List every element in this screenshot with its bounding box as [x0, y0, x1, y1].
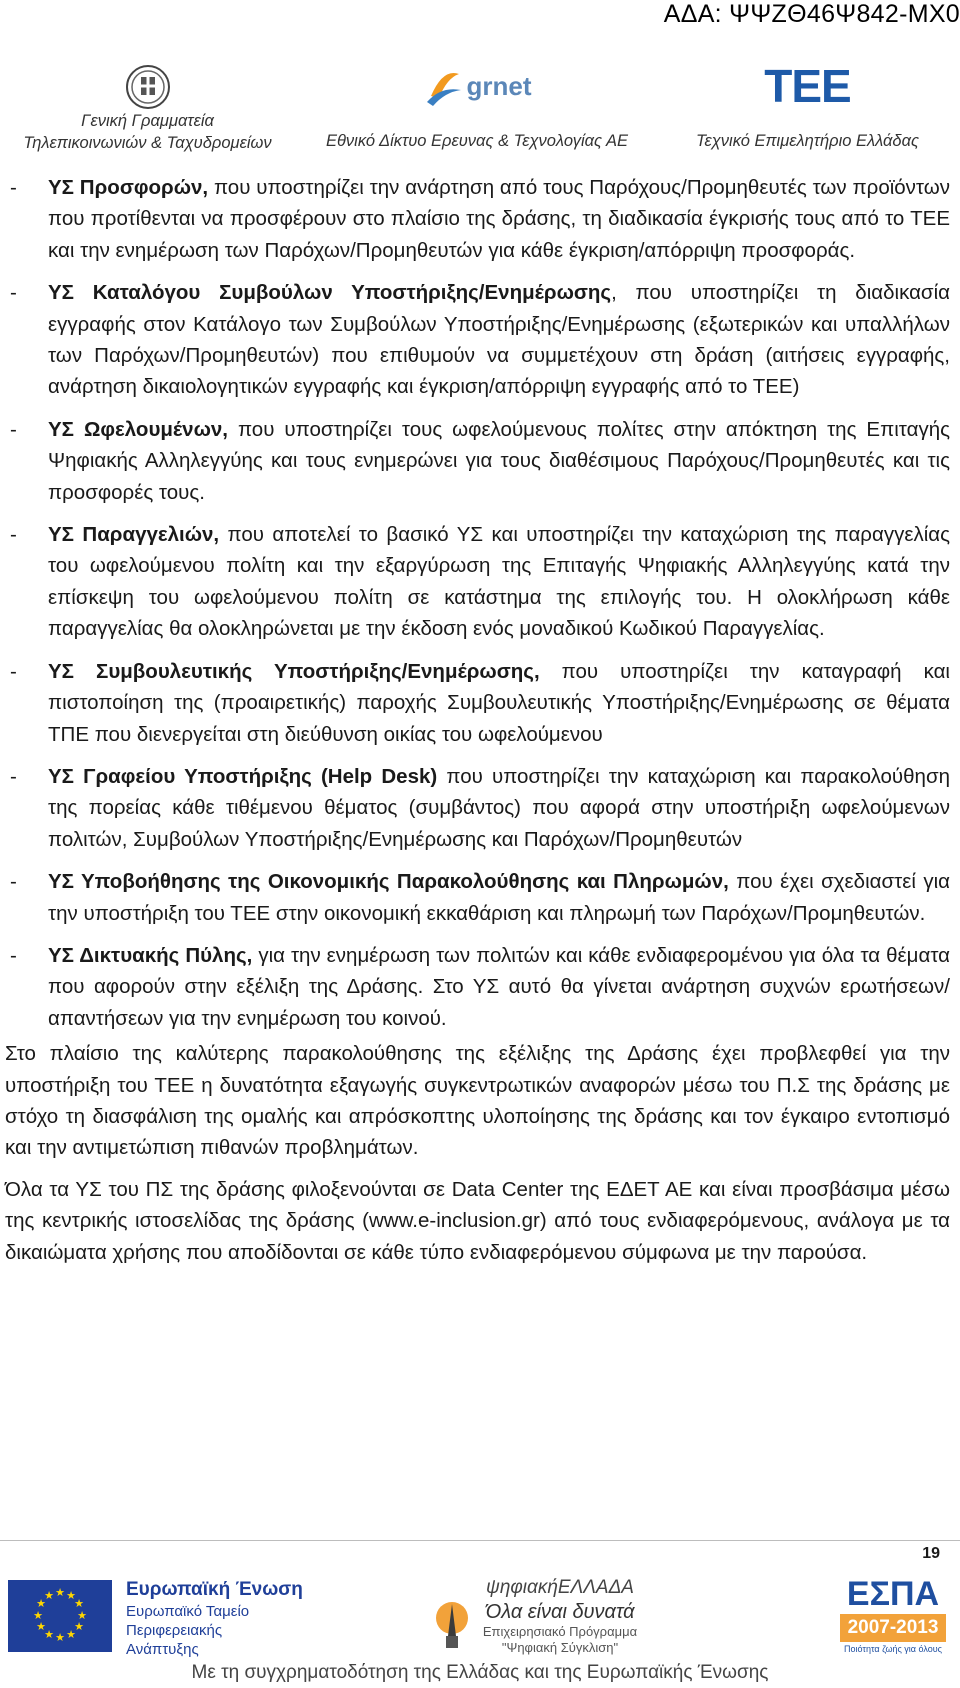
grnet-logo	[312, 52, 642, 110]
gsta-block	[10, 52, 285, 154]
eu-fund-line3: Ανάπτυξης	[126, 1641, 199, 1658]
item-title: ΥΣ Συμβουλευτικής Υποστήριξης/Ενημέρωσης,	[48, 659, 540, 683]
eu-fund-line2: Περιφερειακής	[126, 1622, 223, 1639]
dig-program-line2: "Ψηφιακή Σύγκλιση"	[501, 1640, 619, 1655]
svg-text:★: ★	[36, 1620, 46, 1633]
list-item: - ΥΣ Παραγγελιών, που αποτελεί το βασικό ΥΣ και υποστηρίζει την καταχώριση της παραγγελίας του ωφελούμενου πολίτη και την εξαργύρωση της Επιταγής Ψηφιακής Αλληλεγγύης κατά την επίσκεψη του ωφελούμενου πολίτη σε κατάστημα της επιλογής του. Η ολοκλήρωση κάθε παραγγελίας θα ολοκληρώνεται με την έκδοση ενός μοναδικού Κωδικού Παραγγελίας.	[10, 523, 950, 641]
item-text: που υποστηρίζει την καταχώριση και παρακολούθηση της πορείας κάθε τιθέμενου θέματος (συμβάντος) που αφορά στην υποστήριξη ωφελούμενων πολιτών, Συμβούλων Υποστήριξης/Ενημέρωσης και Παρόχων/Προμηθευτών	[48, 764, 950, 851]
list-item: - ΥΣ Γραφείου Υποστήριξης (Help Desk) που υποστηρίζει την καταχώριση και παρακολούθηση της πορείας κάθε τιθέμενου θέματος (συμβάντος) που αφορά στην υποστήριξη ωφελούμενων πολιτών, Συμβούλων Υποστήριξης/Ενημέρωσης και Παρόχων/Προμηθευτών	[10, 764, 950, 851]
svg-text:★: ★	[74, 1597, 84, 1610]
list-item: - ΥΣ Δικτυακής Πύλης, για την ενημέρωση των πολιτών και κάθε ενδιαφερομένου για όλα τα θέματα που αφορούν στην εξέλιξη της Δράσης. Στο ΥΣ αυτό θα γίνεται ανάρτηση συχνών ερωτήσεων/απαντήσεων για την ενημέρωση του κοινού.	[10, 943, 950, 1030]
tee-block	[670, 52, 945, 152]
item-title: ΥΣ Παραγγελιών,	[48, 523, 220, 547]
svg-text:★: ★	[55, 1586, 65, 1599]
tee-caption: Τεχνικό Επιμελητήριο Ελλάδας	[695, 132, 920, 150]
svg-text:★: ★	[77, 1609, 87, 1622]
item-text: που υποστηρίζει την καταγραφή και πιστοποίηση της (προαιρετικής) παροχής Συμβουλευτικής Υποστήριξης/Ενημέρωσης σε θέματα ΤΠΕ που διενεργείται στη διεύθυνση οικίας του ωφελούμενου	[48, 659, 950, 746]
footer-divider	[0, 1540, 960, 1541]
item-title: ΥΣ Γραφείου Υποστήριξης (Help Desk)	[48, 764, 438, 788]
espa-slogan: Ποιότητα ζωής για όλους	[844, 1644, 942, 1654]
list-item: - ΥΣ Προσφορών, που υποστηρίζει την ανάρτηση από τους Παρόχους/Προμηθευτές των προϊόντων που προτίθενται να προσφέρουν στο πλαίσιο της δράσης, τη διαδικασία έγκρισής τους από το ΤΕΕ και την ενημέρωση των Παρόχων/Προμηθευτών για κάθε έγκριση/απόρριψη προσφοράς.	[10, 176, 950, 262]
item-title: ΥΣ Καταλόγου Συμβούλων Υποστήριξης/Ενημέρωσης	[48, 281, 612, 305]
item-title: ΥΣ Δικτυακής Πύλης,	[48, 943, 253, 967]
grnet-logo-text: grnet	[466, 71, 532, 101]
funding-footer	[0, 1572, 960, 1688]
body-paragraph: Όλα τα ΥΣ του ΠΣ της δράσης φιλοξενούνται σε Data Center της ΕΔΕΤ ΑΕ και είναι προσβάσιμα μέσω της κεντρικής ιστοσελίδας της δράσης (www.e-inclusion.gr) από τους ενδιαφερόμενους, ανάλογα με τα δικαιώματα χρήσης που αποδίδονται σε κάθε τύπο ενδιαφερόμενου σύμφωνα με την παρούσα.	[5, 1177, 950, 1264]
cofunding-text: Με τη συγχρηματοδότηση της Ελλάδας και της Ευρωπαϊκής Ένωσης	[191, 1662, 769, 1683]
item-text: , που υποστηρίζει τη διαδικασία εγγραφής στον Κατάλογο των Συμβούλων Υποστήριξης/Ενημέρωσης (εξωτερικών και υπαλλήλων των Παρόχων/Προμηθευτών) που επιθυμούν να συμμετέχουν στη δράση (αιτήσεις εγγραφής, ανάρτηση δικαιολογητικών εγγραφής και έγκριση/απόρριψη εγγραφής από το ΤΕΕ)	[48, 281, 950, 399]
svg-text:★: ★	[74, 1620, 84, 1633]
item-text: για την ενημέρωση των πολιτών και κάθε ενδιαφερομένου για όλα τα θέματα που αφορούν στην εξέλιξη της Δράσης. Στο ΥΣ αυτό θα γίνεται ανάρτηση συχνών ερωτήσεων/απαντήσεων για την ενημέρωση του κοινού.	[48, 943, 950, 1030]
digital-greece-figure-icon	[430, 1596, 474, 1652]
list-item: - ΥΣ Συμβουλευτικής Υποστήριξης/Ενημέρωσης, που υποστηρίζει την καταγραφή και πιστοποίηση της (προαιρετικής) παροχής Συμβουλευτικής Υποστήριξης/Ενημέρωσης σε θέματα ΤΠΕ που διενεργείται στη διεύθυνση οικίας του ωφελούμενου	[10, 659, 950, 746]
dig-title: ψηφιακήΕΛΛΑΔΑ	[486, 1577, 634, 1598]
svg-text:★: ★	[36, 1597, 46, 1610]
espa-logo	[832, 1576, 954, 1662]
item-text: που υποστηρίζει την ανάρτηση από τους Παρόχους/Προμηθευτές των προϊόντων που προτίθενται να προσφέρουν στο πλαίσιο της δράσης, τη διαδικασία έγκρισής τους από το ΤΕΕ και την ενημέρωση των Παρόχων/Προμηθευτών για κάθε έγκριση/απόρριψη προσφοράς.	[48, 176, 950, 262]
list-item: - ΥΣ Ωφελουμένων, που υποστηρίζει τους ωφελούμενους πολίτες στην απόκτηση της Επιταγής Ψηφιακής Αλληλεγγύης και τους ενημερώνει για τους διαθέσιμους Παρόχους/Προμηθευτές και τις προσφορές τους.	[10, 417, 950, 504]
espa-years: 2007-2013	[840, 1614, 946, 1642]
eu-erdf-text	[126, 1578, 303, 1659]
gsta-line1: Γενική Γραμματεία	[81, 112, 214, 130]
item-title: ΥΣ Υποβοήθησης της Οικονομικής Παρακολούθησης και Πληρωμών,	[48, 870, 729, 894]
item-text: που αποτελεί το βασικό ΥΣ και υποστηρίζει την καταχώριση της παραγγελίας του ωφελούμενου πολίτη και την εξαργύρωση της Επιταγής Ψηφιακής Αλληλεγγύης κατά την επίσκεψη του ωφελούμενου πολίτη σε κατάστημα της επιλογής του. Η ολοκλήρωση κάθε παραγγελίας θα ολοκληρώνεται με την έκδοση ενός μοναδικού Κωδικού Παραγγελίας.	[48, 523, 950, 641]
espa-title: ΕΣΠΑ	[846, 1575, 940, 1613]
svg-text:★: ★	[55, 1631, 65, 1644]
list-item: - ΥΣ Υποβοήθησης της Οικονομικής Παρακολούθησης και Πληρωμών, που έχει σχεδιαστεί για την υποστήριξη του ΤΕΕ στην οικονομική εκκαθάριση και πληρωμή των Παρόχων/Προμηθευτών.	[10, 870, 950, 925]
tee-logo-text: ΤΕΕ	[764, 60, 851, 112]
item-title: ΥΣ Ωφελουμένων,	[48, 417, 228, 441]
svg-text:★: ★	[44, 1628, 54, 1641]
gsta-line2: Τηλεπικοινωνιών & Ταχυδρομείων	[23, 134, 272, 152]
body-paragraph: Στο πλαίσιο της καλύτερης παρακολούθησης της εξέλιξης της Δράσης έχει προβλεφθεί για την υποστήριξη του ΤΕΕ η δυνατότητα εξαγωγής συγκεντρωτικών αναφορών μέσω του Π.Σ της δράσης με στόχο τη διασφάλιση της ομαλής και απρόσκοπτης υλοποίησης της δράσης και τον έγκαιρο εντοπισμό και την αντιμετώπιση πιθανών προβλημάτων.	[5, 1042, 950, 1160]
item-text: που έχει σχεδιαστεί για την υποστήριξη του ΤΕΕ στην οικονομική εκκαθάριση και πληρωμή των Παρόχων/Προμηθευτών.	[48, 870, 950, 925]
greek-emblem-logo	[10, 52, 285, 110]
eu-flag-icon	[8, 1580, 112, 1652]
grnet-block	[312, 52, 642, 152]
svg-text:★: ★	[44, 1589, 54, 1602]
item-title: ΥΣ Προσφορών,	[48, 176, 209, 199]
document-body	[0, 172, 960, 1268]
page-number: 19	[922, 1545, 940, 1562]
tee-logo	[670, 52, 945, 110]
list-item: - ΥΣ Καταλόγου Συμβούλων Υποστήριξης/Ενημέρωσης, που υποστηρίζει τη διαδικασία εγγραφής στον Κατάλογο των Συμβούλων Υποστήριξης/Ενημέρωσης (εξωτερικών και υπαλλήλων των Παρόχων/Προμηθευτών) που επιθυμούν να συμμετέχουν στη δράση (αιτήσεις εγγραφής, ανάρτηση δικαιολογητικών εγγραφής και έγκριση/απόρριψη εγγραφής από το ΤΕΕ)	[10, 281, 950, 399]
svg-text:★: ★	[33, 1609, 43, 1622]
dig-slogan: Όλα είναι δυνατά	[485, 1601, 635, 1623]
svg-text:★: ★	[66, 1628, 76, 1641]
digital-greece-logo	[430, 1576, 690, 1656]
dig-program-line1: Επιχειρησιακό Πρόγραμμα	[482, 1624, 638, 1639]
item-text: που υποστηρίζει τους ωφελούμενους πολίτες στην απόκτηση της Επιταγής Ψηφιακής Αλληλεγγύης και τους ενημερώνει για τους διαθέσιμους Παρόχους/Προμηθευτές και τις προσφορές τους.	[48, 417, 950, 504]
letterhead	[0, 52, 960, 152]
eu-fund-line1: Ευρωπαϊκό Ταμείο	[126, 1603, 250, 1620]
eu-title: Ευρωπαϊκή Ένωση	[126, 1579, 303, 1600]
grnet-caption: Εθνικό Δίκτυο Ερευνας & Τεχνολογίας ΑΕ	[325, 132, 629, 150]
ada-code: ΑΔΑ: ΨΨΖΘ46Ψ842-ΜΧ0	[663, 0, 960, 28]
svg-text:★: ★	[66, 1589, 76, 1602]
